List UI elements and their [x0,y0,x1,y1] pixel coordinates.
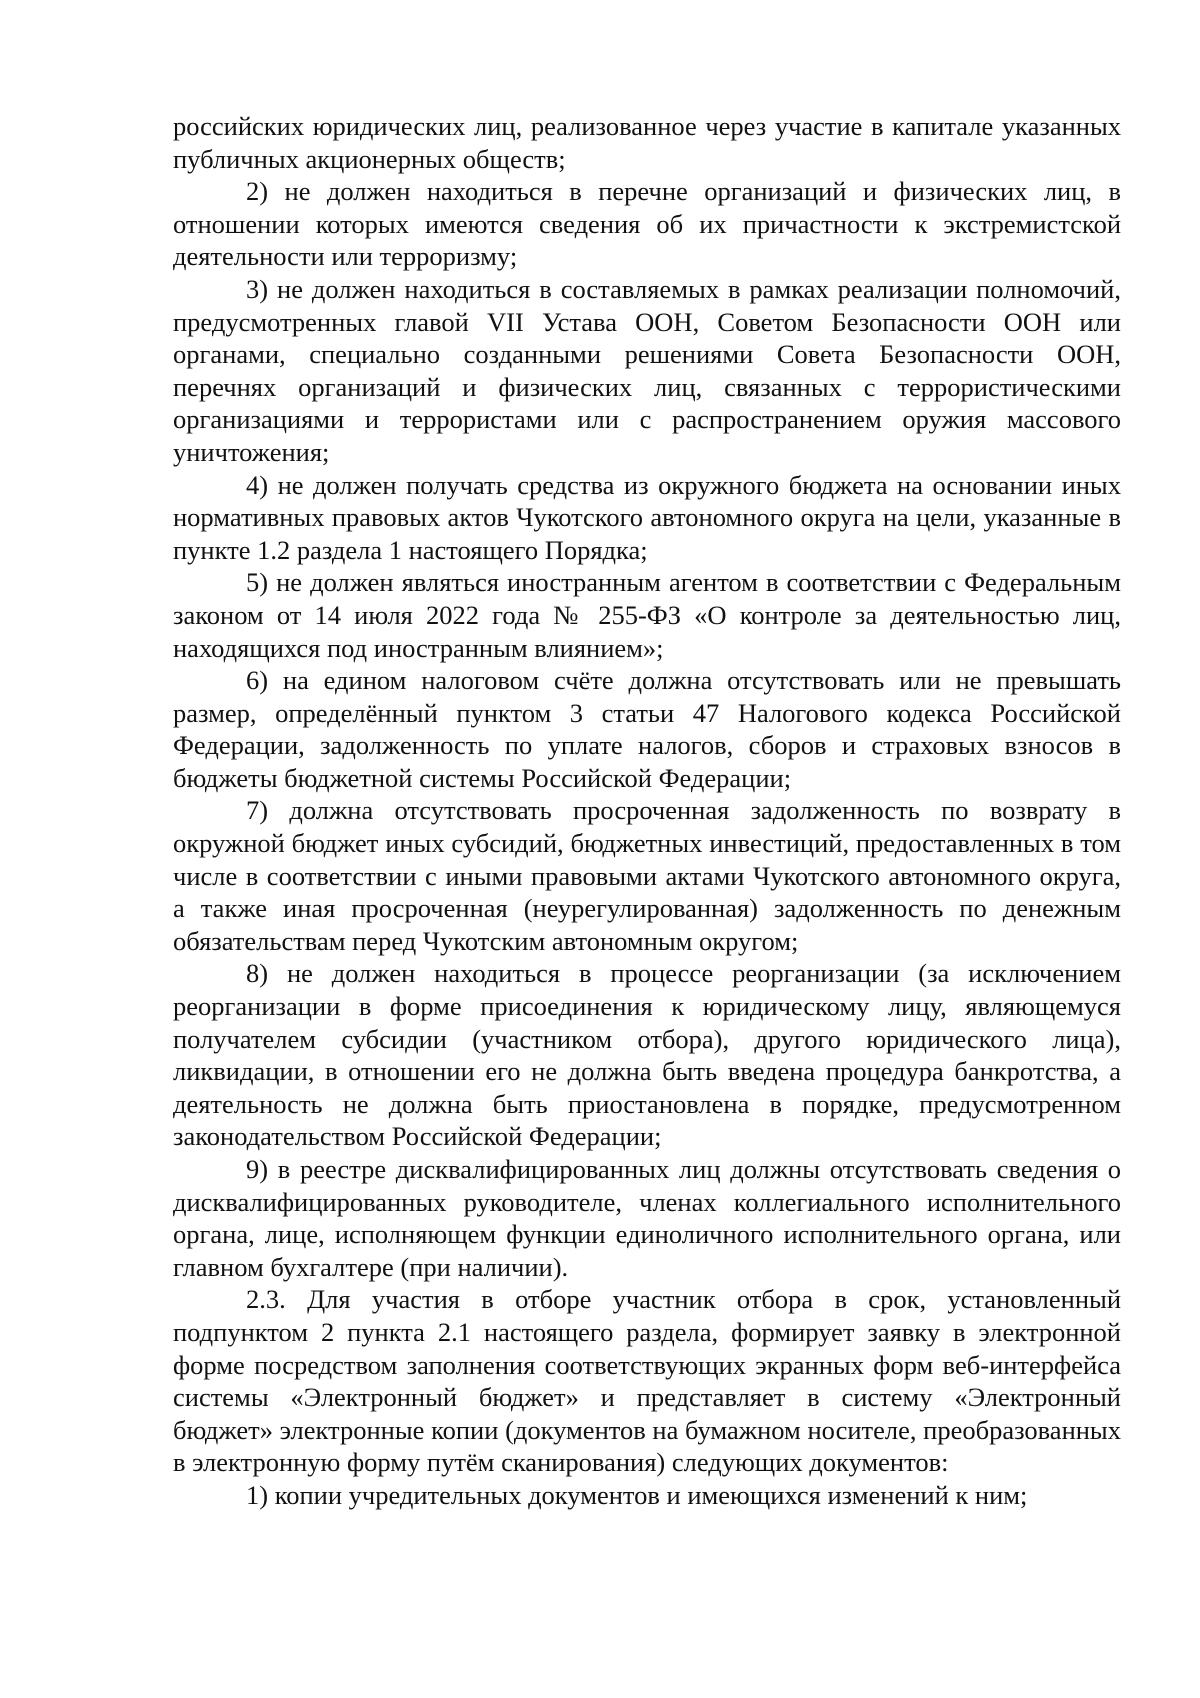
paragraph-section-2-3: 2.3. Для участия в отборе участник отбора в срок, установленный подпунктом 2 пункта 2.1 настоящего раздела, формирует заявку в электронной форме посредством заполнения соответствующих экранных форм веб-интерфейса системы «Электронный бюджет» и представляет в систему «Электронный бюджет» электронные копии (документов на бумажном носителе, преобразованных в электронную форму путём сканирования) следующих документов: [173,1284,1121,1478]
paragraph-item-5: 5) не должен являться иностранным агентом в соответствии с Федеральным законом от 14 июля 2022 года № 255-ФЗ «О контроле за деятельностью лиц, находящихся под иностранным влиянием»; [173,567,1121,663]
paragraph-item-6: 6) на едином налоговом счёте должна отсутствовать или не превышать размер, определённый пунктом 3 статьи 47 Налогового кодекса Российской Федерации, задолженность по уплате налогов, сборов и страховых взносов в бюджеты бюджетной системы Российской Федерации; [173,665,1121,793]
paragraph-item-7: 7) должна отсутствовать просроченная задолженность по возврату в окружной бюджет иных субсидий, бюджетных инвестиций, предоставленных в том числе в соответствии с иными правовыми актами Чукотского автономного округа, а также иная просроченная (неурегулированная) задолженность по денежным обязательствам перед Чукотским автономным округом; [173,795,1121,956]
paragraph-item-3: 3) не должен находиться в составляемых в рамках реализации полномочий, предусмотренных главой VII Устава ООН, Советом Безопасности ООН или органами, специально созданными решениями Совета Безопасности ООН, перечнях организаций и физических лиц, связанных с террористическими организациями и террористами или с распространением оружия массового уничтожения; [173,273,1121,467]
paragraph-item-2: 2) не должен находиться в перечне организаций и физических лиц, в отношении которых имеются сведения об их причастности к экстремистской деятельности или терроризму; [173,176,1121,272]
paragraph-item-4: 4) не должен получать средства из окружного бюджета на основании иных нормативных правовых актов Чукотского автономного округа на цели, указанные в пункте 1.2 раздела 1 настоящего Порядка; [173,469,1121,565]
document-page [173,110,1121,1512]
paragraph-continuation: российских юридических лиц, реализованное через участие в капитале указанных публичных акционерных обществ; [173,111,1121,174]
paragraph-document-item-1: 1) копии учредительных документов и имеющихся изменений к ним; [246,1479,1028,1510]
paragraph-item-8: 8) не должен находиться в процессе реорганизации (за исключением реорганизации в форме присоединения к юридическому лицу, являющемуся получателем субсидии (участником отбора), другого юридического лица), ликвидации, в отношении его не должна быть введена процедура банкротства, а деятельность не должна быть приостановлена в порядке, предусмотренном законодательством Российской Федерации; [173,958,1121,1152]
paragraph-item-9: 9) в реестре дисквалифицированных лиц должны отсутствовать сведения о дисквалифицированных руководителе, членах коллегиального исполнительного органа, лице, исполняющем функции единоличного исполнительного органа, или главном бухгалтере (при наличии). [173,1154,1121,1282]
